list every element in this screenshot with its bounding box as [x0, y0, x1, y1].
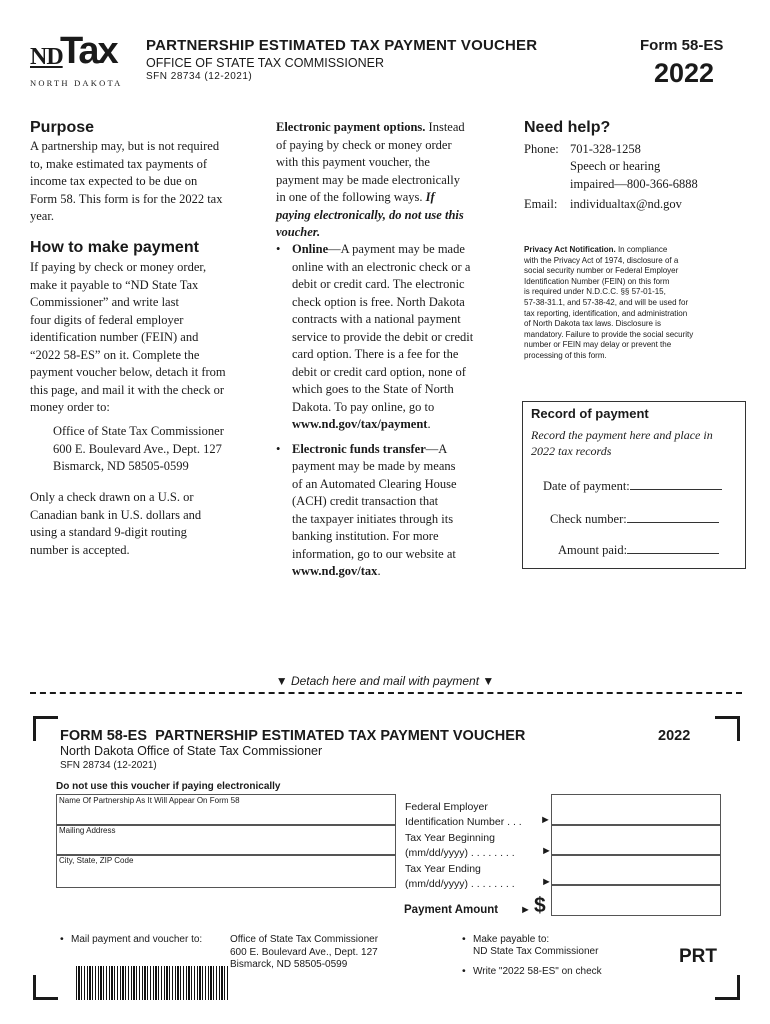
how-to-pay-text: If paying by check or money order, make it payable to “ND State Tax Commissioner” and write last four digits of federal employer identification number (FEIN) and “2022 58-ES” on it. Complete the payment voucher below, detach it from this page, and mail it with the check or money order to: — [30, 260, 226, 414]
tax-year-begin-field[interactable] — [551, 824, 721, 856]
detach-instruction: ▼ Detach here and mail with payment ▼ — [275, 674, 495, 688]
fein-field[interactable] — [551, 794, 721, 826]
record-of-payment-box — [522, 401, 746, 569]
option-online — [276, 241, 501, 434]
voucher-year: 2022 — [658, 728, 691, 744]
option-online-text: —A payment may be made online with an electronic check or a debit or credit card. The electronic check option is free. North Dakota contracts with a national payment service to provide the debit or credit card option. There is a fee for the debit or credit card option, none of which goes to the State of North Dakota. To pay online, go to — [292, 242, 474, 414]
check-number-line[interactable] — [627, 510, 719, 523]
logo-north-dakota-text: NORTH DAKOTA — [30, 78, 123, 88]
partnership-name-field[interactable] — [56, 794, 396, 826]
detach-line — [30, 692, 742, 694]
form-year: 2022 — [654, 58, 715, 88]
payable-bullet: • — [462, 933, 466, 945]
amount-paid-line[interactable] — [627, 541, 719, 554]
amount-paid-label: Amount paid: — [558, 543, 628, 557]
city-state-zip-field[interactable] — [56, 854, 396, 888]
option-eft — [276, 441, 501, 581]
prt-mark: PRT — [679, 946, 717, 967]
purpose-text: A partnership may, but is not required to, make estimated tax payments of income tax expected to be due on Form 58. This form is for the 2022 tax year. — [30, 139, 223, 223]
form-number: Form 58-ES — [640, 37, 724, 54]
amount-paid-row — [558, 541, 719, 558]
payable-to: ND State Tax Commissioner — [473, 946, 599, 957]
write-on-check-bullet: • — [462, 965, 466, 977]
dollar-sign: $ — [534, 894, 546, 917]
mailing-address: Office of State Tax Commissioner 600 E. Boulevard Ave., Dept. 127 Bismarck, ND 58505-0599 — [53, 424, 224, 473]
barcode — [76, 966, 228, 1000]
website-link[interactable]: www.nd.gov/tax — [292, 564, 378, 578]
begin-arrow-icon: ► — [541, 845, 552, 857]
corner-mark-bottom-right — [715, 975, 740, 1000]
purpose-heading: Purpose — [30, 119, 95, 136]
privacy-notice — [524, 245, 749, 362]
payment-amount-field[interactable] — [551, 884, 721, 916]
how-to-pay-heading: How to make payment — [30, 239, 199, 256]
option-eft-end: . — [377, 564, 381, 578]
sfn-number: SFN 28734 (12-2021) — [146, 71, 253, 82]
mailing-address-field[interactable] — [56, 824, 396, 856]
email-address[interactable]: individualtax@nd.gov — [570, 197, 682, 211]
end-arrow-icon: ► — [541, 876, 552, 888]
payable-label: Make payable to: — [473, 934, 550, 945]
option-eft-text: —A payment may be made by means of an Automated Clearing House (ACH) credit transaction that the taxpayer initiates through its banking institution. For more information, go to our website at — [292, 441, 457, 561]
fein-label: Federal Employer Identification Number . . . — [405, 801, 522, 828]
corner-mark-top-right — [715, 716, 740, 741]
voucher-office: North Dakota Office of State Tax Commissioner — [60, 744, 323, 758]
mail-to-label: Mail payment and voucher to: — [71, 934, 203, 945]
electronic-options-heading: Electronic payment options. — [276, 120, 426, 134]
record-subtitle: Record the payment here and place in 2022 tax records — [531, 428, 713, 458]
electronic-options-paragraph — [276, 119, 501, 242]
office-name: OFFICE OF STATE TAX COMMISSIONER — [146, 56, 384, 70]
city-state-zip-label: City, State, ZIP Code — [59, 856, 134, 865]
logo-nd-text: ND — [30, 44, 63, 70]
email-label: Email: — [524, 197, 558, 211]
check-note: Only a check drawn on a U.S. or Canadian bank in U.S. dollars and using a standard 9-digit routing number is accepted. — [30, 490, 202, 557]
partnership-name-label: Name Of Partnership As It Will Appear On Form 58 — [59, 796, 240, 805]
mail-to-address: Office of State Tax Commissioner 600 E. Boulevard Ave., Dept. 127 Bismarck, ND 58505-0599 — [230, 934, 379, 970]
date-of-payment-line[interactable] — [630, 477, 722, 490]
corner-mark-top-left — [33, 716, 58, 741]
date-of-payment-row — [543, 477, 722, 494]
option-online-end: . — [427, 417, 431, 431]
electronic-options-intro: Instead of paying by check or money order with this payment voucher, the payment may be made electronically in one of the following ways. — [276, 120, 465, 204]
privacy-text: In compliance with the Privacy Act of 1974, disclosure of a social security number or Federal Employer Identification Number (FEIN) on this form is required under N.D.C.C. §§ 57-01-15, 57-38-31.1, and 57-38-42, and will be used for tax reporting, identification, and administration of North Dakota tax laws. Disclosure is mandatory. Failure to provide the social security number or FEIN may delay or prevent the processing of this form. — [524, 245, 694, 360]
option-eft-label: Electronic funds transfer — [292, 441, 426, 456]
tax-year-end-label: Tax Year Ending (mm/dd/yyyy) . . . . . . . . — [405, 863, 515, 890]
option-online-label: Online — [292, 242, 329, 256]
write-on-check: Write "2022 58-ES" on check — [473, 966, 602, 977]
corner-mark-bottom-left — [33, 975, 58, 1000]
phone-number: 701-328-1258 — [570, 142, 641, 156]
date-of-payment-label: Date of payment: — [543, 479, 630, 493]
voucher-sfn: SFN 28734 (12-2021) — [60, 760, 157, 771]
logo-tax-text: Tax — [60, 30, 117, 72]
check-number-row — [550, 510, 719, 527]
electronic-warning: If paying electronically, do not use this voucher. — [276, 190, 464, 239]
voucher-warning: Do not use this voucher if paying electronically — [56, 781, 281, 792]
need-help-heading: Need help? — [524, 119, 611, 136]
payment-amount-arrow-icon: ► — [520, 904, 531, 916]
check-number-label: Check number: — [550, 512, 627, 526]
tax-year-begin-label: Tax Year Beginning (mm/dd/yyyy) . . . . . . . . — [405, 832, 515, 859]
privacy-heading: Privacy Act Notification. — [524, 245, 616, 254]
tax-year-end-field[interactable] — [551, 854, 721, 886]
phone-label: Phone: — [524, 142, 559, 156]
nd-tax-logo — [30, 30, 124, 88]
fein-arrow-icon: ► — [540, 814, 551, 826]
mail-to-bullet: • — [60, 933, 64, 945]
voucher-title: FORM 58-ES PARTNERSHIP ESTIMATED TAX PAYMENT VOUCHER — [60, 728, 526, 744]
record-heading: Record of payment — [531, 406, 649, 421]
payment-link[interactable]: www.nd.gov/tax/payment — [292, 417, 428, 431]
mailing-address-label: Mailing Address — [59, 826, 116, 835]
payment-amount-label: Payment Amount — [404, 904, 499, 916]
electronic-options-list — [276, 241, 501, 581]
form-title: PARTNERSHIP ESTIMATED TAX PAYMENT VOUCHER — [146, 37, 538, 54]
speech-hearing-number: Speech or hearing impaired—800-366-6888 — [570, 159, 698, 191]
